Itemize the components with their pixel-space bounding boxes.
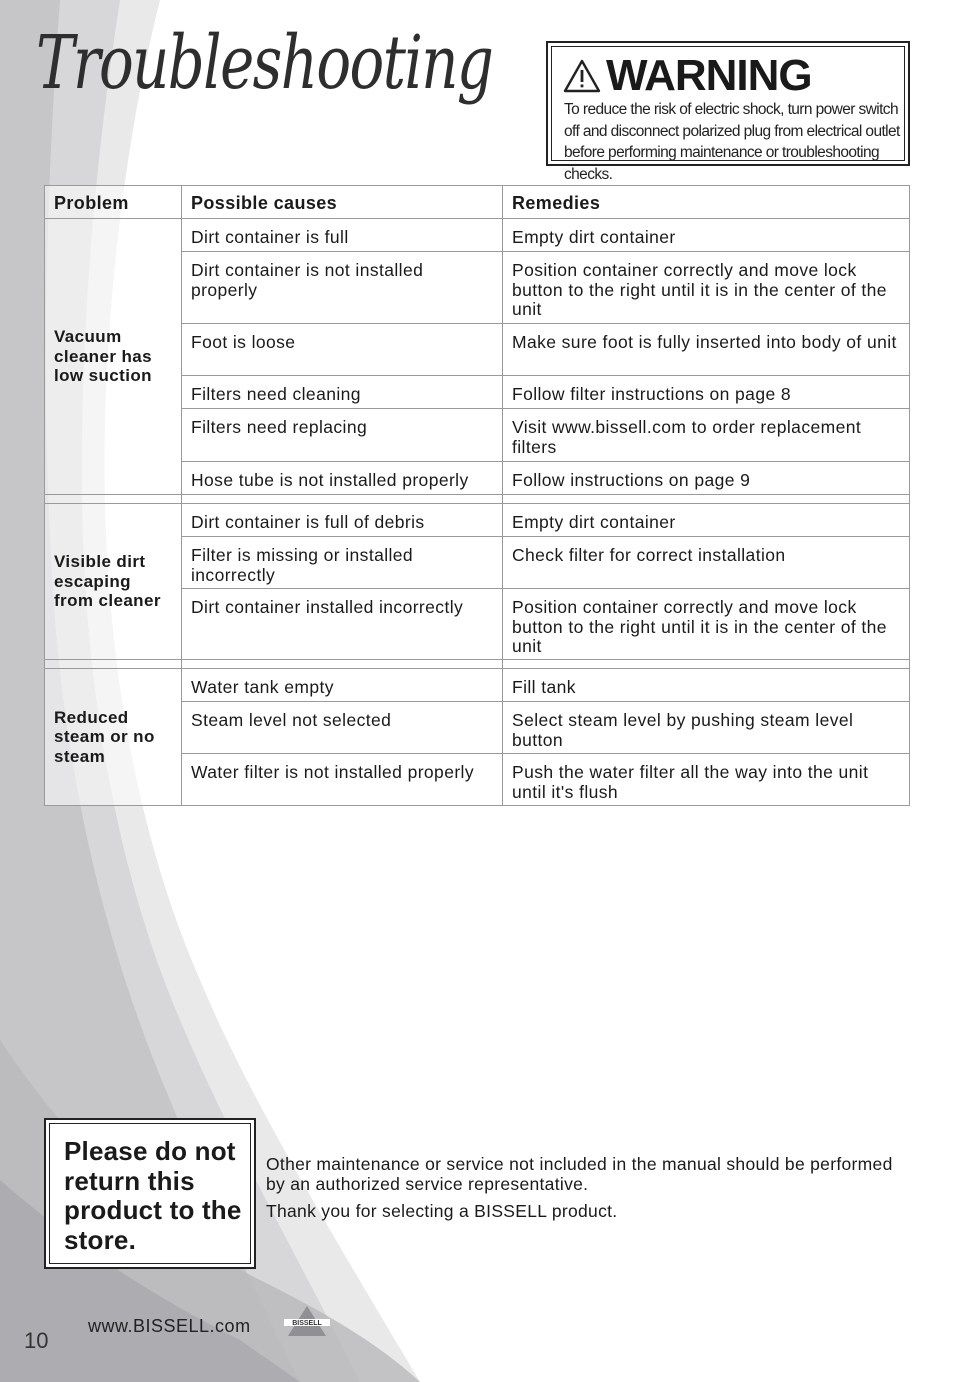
remedy-cell: Follow instructions on page 9 (503, 462, 910, 495)
thanks-text: Thank you for selecting a BISSELL product. (266, 1201, 618, 1221)
warning-box (546, 41, 910, 183)
cause-cell: Filter is missing or installed incorrectly (182, 537, 503, 589)
remedy-cell: Select steam level by pushing steam level button (503, 702, 910, 754)
warning-text: To reduce the risk of electric shock, turn power switch off and disconnect polarized plug from electrical outlet before performing maintenance or troubleshooting checks. (564, 101, 900, 183)
table-spacer-row (45, 495, 910, 504)
cause-cell: Foot is loose (182, 324, 503, 376)
cause-cell: Dirt container installed incorrectly (182, 589, 503, 660)
table-row (45, 504, 910, 537)
service-note-text: Other maintenance or service not included in the manual should be performed by an authorized service representative. (266, 1154, 893, 1194)
troubleshooting-table (44, 185, 910, 806)
remedy-cell: Follow filter instructions on page 8 (503, 376, 910, 409)
cause-cell: Filters need cleaning (182, 376, 503, 409)
cause-cell: Steam level not selected (182, 702, 503, 754)
remedy-cell: Empty dirt container (503, 504, 910, 537)
remedy-cell: Fill tank (503, 669, 910, 702)
table-header-row (45, 186, 910, 219)
cause-cell: Water tank empty (182, 669, 503, 702)
cause-cell: Water filter is not installed properly (182, 754, 503, 806)
problem-cell: Vacuum cleaner has low suction (45, 219, 182, 495)
warning-triangle-icon (562, 58, 602, 94)
cause-cell: Dirt container is not installed properly (182, 252, 503, 324)
remedy-cell: Empty dirt container (503, 219, 910, 252)
remedy-cell: Position container correctly and move lock button to the right until it is in the center of the unit (503, 252, 910, 324)
problem-cell: Visible dirt escaping from cleaner (45, 504, 182, 660)
page-title: Troubleshooting (36, 20, 493, 106)
cause-cell: Dirt container is full (182, 219, 503, 252)
remedy-cell: Check filter for correct installation (503, 537, 910, 589)
cause-cell: Filters need replacing (182, 409, 503, 462)
footer-url: www.BISSELL.com (88, 1316, 251, 1336)
remedy-cell: Make sure foot is fully inserted into body of unit (503, 324, 910, 376)
page-number: 10 (24, 1328, 49, 1353)
cause-cell: Hose tube is not installed properly (182, 462, 503, 495)
table-row (45, 219, 910, 252)
header-remedies: Remedies (503, 186, 910, 219)
warning-title: WARNING (606, 51, 812, 100)
service-note (266, 1155, 906, 1222)
svg-text:BISSELL: BISSELL (292, 1320, 322, 1327)
table-spacer-row (45, 660, 910, 669)
table-row (45, 669, 910, 702)
do-not-return-notice (44, 1118, 256, 1269)
bissell-logo-icon (282, 1304, 332, 1338)
cause-cell: Dirt container is full of debris (182, 504, 503, 537)
remedy-cell: Push the water filter all the way into the unit until it's flush (503, 754, 910, 806)
notice-text: Please do not return this product to the store. (49, 1123, 251, 1264)
problem-cell: Reduced steam or no steam (45, 669, 182, 806)
remedy-cell: Visit www.bissell.com to order replacement filters (503, 409, 910, 462)
header-problem: Problem (45, 186, 182, 219)
header-causes: Possible causes (182, 186, 503, 219)
remedy-cell: Position container correctly and move lock button to the right until it is in the center of the unit (503, 589, 910, 660)
